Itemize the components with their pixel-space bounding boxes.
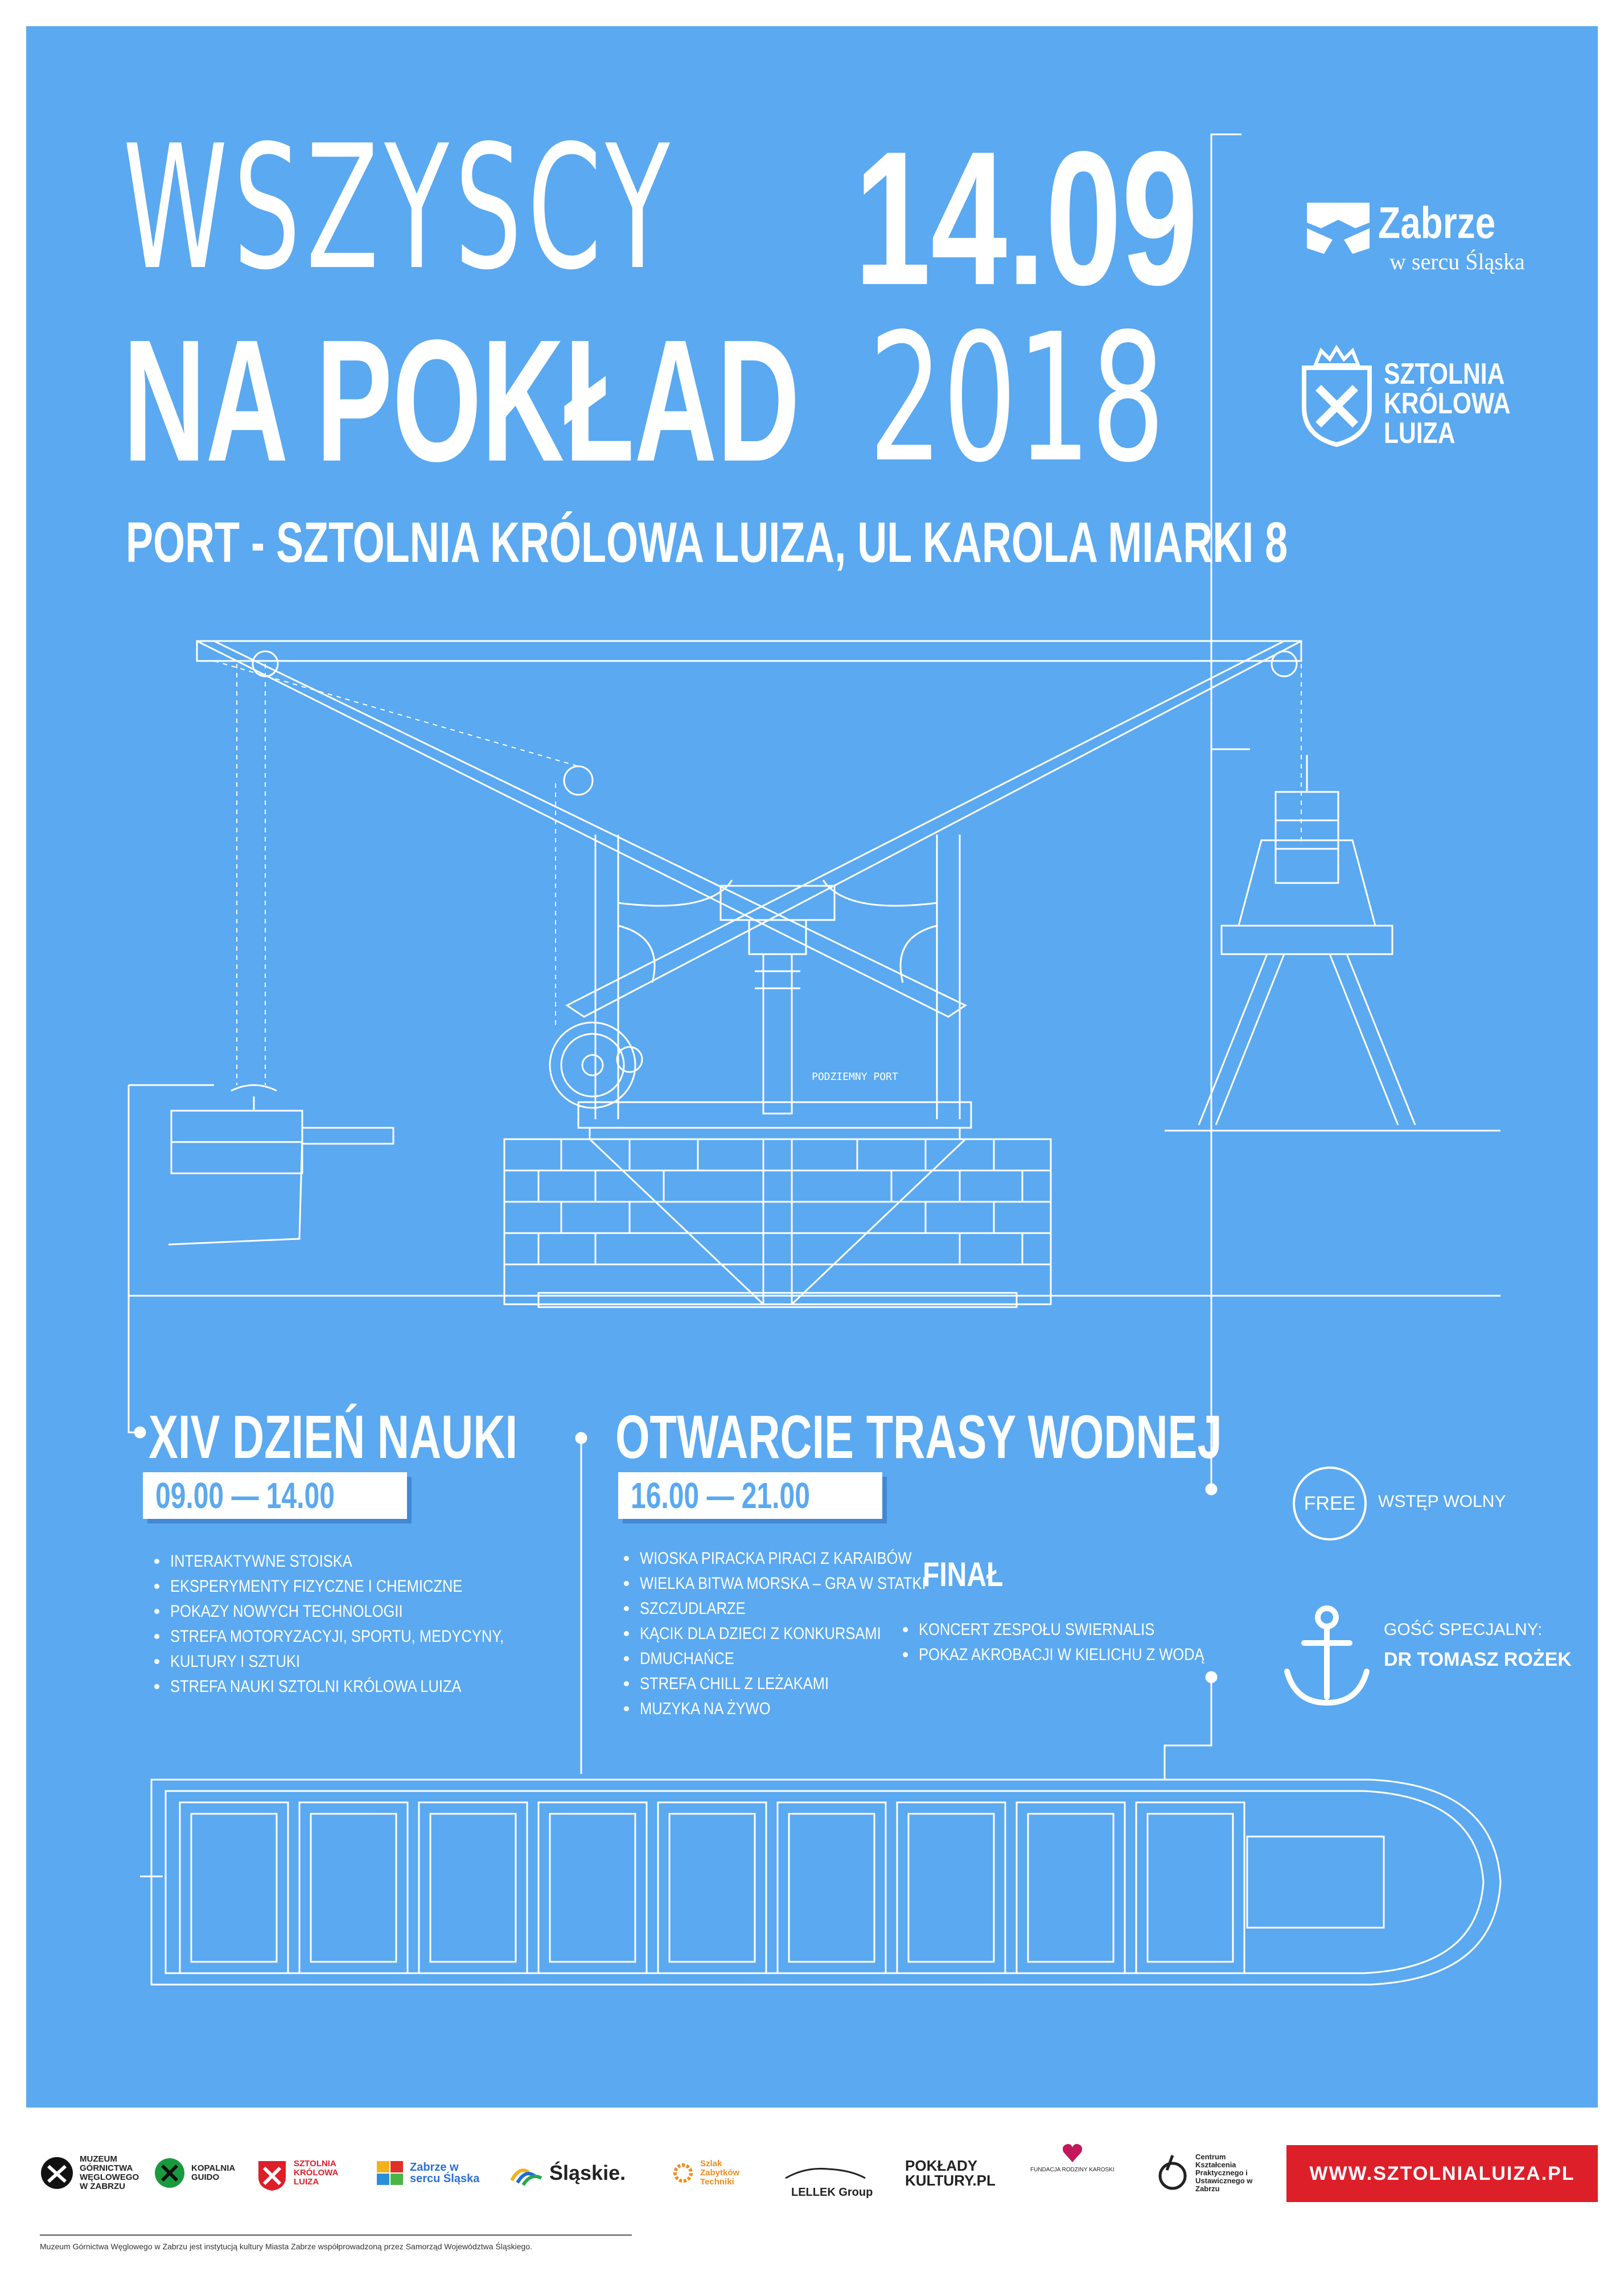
muzeum-logo-icon bbox=[40, 2156, 74, 2190]
platform-sign: PODZIEMNY PORT bbox=[812, 1071, 898, 1083]
sztolnia-logo bbox=[1298, 345, 1375, 450]
list-item: KĄCIK DLA DZIECI Z KONKURSAMI bbox=[624, 1621, 976, 1646]
footer-logo-ckp bbox=[1156, 2142, 1264, 2204]
guide-line-anchor bbox=[1165, 1677, 1211, 1780]
crane-right-boom bbox=[567, 641, 1301, 1017]
sztolnia-line-1: SZTOLNIA bbox=[1384, 358, 1505, 391]
anchor-icon bbox=[1287, 1608, 1367, 1703]
zabrze-color-icon bbox=[376, 2159, 404, 2187]
zabrze-emblem-icon bbox=[1301, 197, 1375, 260]
footer-logo-fundacja bbox=[1030, 2142, 1115, 2204]
title-line-1: WSZYSCY bbox=[123, 109, 676, 307]
footer-logo-guido bbox=[154, 2142, 235, 2204]
list-item: INTERAKTYWNE STOISKA bbox=[154, 1549, 563, 1574]
footer-logo-zabrze bbox=[376, 2142, 484, 2204]
mine-shield-icon bbox=[1298, 345, 1375, 447]
list-item: DMUCHAŃCE bbox=[624, 1646, 976, 1671]
free-badge bbox=[1293, 1467, 1367, 1541]
footer-logo-muzeum bbox=[40, 2142, 139, 2204]
guide-line-right bbox=[1211, 134, 1250, 749]
boat-compartments bbox=[180, 1802, 1244, 1973]
footer-logo-sztolnia-text: SZTOLNIA KRÓLOWA LUIZA bbox=[294, 2159, 338, 2187]
ckp-logo-icon bbox=[1156, 2153, 1190, 2193]
crane-platform bbox=[578, 1102, 971, 1128]
list-item: WIOSKA PIRACKA PIRACI Z KARAIBÓW bbox=[624, 1546, 976, 1571]
footer-logo-sztolnia bbox=[256, 2142, 342, 2204]
footer-logo-guido-text: KOPALNIA GUIDO bbox=[191, 2163, 235, 2182]
footer-logo-lellek-text: LELLEK Group bbox=[791, 2186, 873, 2199]
event-year: 2018 bbox=[869, 296, 1165, 502]
science-day-time bbox=[143, 1472, 407, 1519]
event-date: 14.09 bbox=[854, 112, 1198, 325]
zabrze-tagline: w sercu Śląska bbox=[1389, 249, 1525, 274]
science-day-time-text: 09.00 — 14.00 bbox=[155, 1475, 335, 1516]
water-route-time bbox=[618, 1472, 882, 1519]
science-day-title: XIV DZIEŃ NAUKI bbox=[149, 1402, 518, 1471]
footer-logo-poklady bbox=[905, 2142, 996, 2204]
footer-logo-poklady-text: POKŁADY KULTURY.PL bbox=[905, 2157, 996, 2189]
list-item: EKSPERYMENTY FIZYCZNE I CHEMICZNE bbox=[154, 1574, 563, 1599]
guido-logo-icon bbox=[154, 2157, 186, 2189]
footer-logo-ckp-text: Centrum Kształcenia Praktycznego i Ustawicznego w Zabrzu bbox=[1195, 2153, 1253, 2193]
guest-label: GOŚĆ SPECJALNY: bbox=[1384, 1620, 1543, 1639]
admission-label: WSTĘP WOLNY bbox=[1378, 1492, 1506, 1511]
hoist-cage bbox=[1276, 792, 1338, 883]
list-item: WIELKA BITWA MORSKA – GRA W STATKI bbox=[624, 1571, 976, 1596]
website-url-bar[interactable] bbox=[1286, 2145, 1598, 2202]
list-item: STREFA MOTORYZACYJI, SPORTU, MEDYCYNY, bbox=[154, 1624, 563, 1649]
science-day-list bbox=[154, 1549, 563, 1699]
zabrze-name: Zabrze bbox=[1378, 198, 1496, 248]
finale-title: FINAŁ bbox=[923, 1555, 1004, 1593]
brick-base bbox=[504, 1139, 1051, 1304]
footer-logo-szlak-text: Szlak Zabytków Techniki bbox=[700, 2159, 740, 2187]
footer-logo-fundacja-text: FUNDACJA RODZINY KAROSKI bbox=[1030, 2167, 1115, 2173]
crane-left-boom bbox=[197, 641, 965, 1017]
gear-icon bbox=[672, 2162, 694, 2184]
zabrze-logo bbox=[1301, 197, 1375, 262]
list-item: POKAZ AKROBACJI W KIELICHU Z WODĄ bbox=[903, 1642, 1255, 1667]
list-item: KONCERT ZESPOŁU SWIERNALIS bbox=[903, 1617, 1255, 1642]
footer-divider bbox=[40, 2235, 632, 2236]
sztolnia-red-shield-icon bbox=[256, 2154, 288, 2192]
footer-note: Muzeum Górnictwa Węglowego w Zabrzu jest instytucją kultury Miasta Zabrze współprowadzoną przez Samorząd Województwa Śląskiego. bbox=[40, 2242, 532, 2251]
car-outline-icon bbox=[783, 2164, 868, 2182]
crane-gear bbox=[550, 1022, 635, 1108]
finale-list bbox=[903, 1617, 1255, 1667]
poster bbox=[26, 26, 1598, 2108]
boat-hull bbox=[151, 1780, 1500, 1985]
list-item: STREFA NAUKI SZTOLNI KRÓLOWA LUIZA bbox=[154, 1674, 563, 1699]
water-route-time-text: 16.00 — 21.00 bbox=[631, 1475, 810, 1516]
footer-logo-zabrze-text: Zabrze w sercu Śląska bbox=[410, 2161, 480, 2185]
sztolnia-line-2: KRÓLOWA bbox=[1384, 387, 1511, 420]
free-badge-text: FREE bbox=[1304, 1492, 1356, 1514]
sztolnia-line-3: LUIZA bbox=[1384, 417, 1456, 450]
website-url[interactable]: WWW.SZTOLNIALUIZA.PL bbox=[1309, 2162, 1575, 2184]
list-item-continuation: KULTURY I SZTUKI bbox=[154, 1649, 563, 1674]
crane-top-beam bbox=[197, 641, 1301, 661]
footer-logo-szlak bbox=[672, 2142, 746, 2204]
list-item: POKAZY NOWYCH TECHNOLOGII bbox=[154, 1599, 563, 1624]
guest-name: DR TOMASZ ROŻEK bbox=[1384, 1649, 1572, 1670]
footer-logo-muzeum-text: MUZEUM GÓRNICTWA WĘGLOWEGO W ZABRZU bbox=[80, 2154, 139, 2191]
list-item: MUZYKA NA ŻYWO bbox=[624, 1697, 976, 1722]
water-route-title: OTWARCIE TRASY WODNEJ bbox=[615, 1402, 1222, 1471]
event-address: PORT - SZTOLNIA KRÓLOWA LUIZA, UL KAROLA MIARKI 8 bbox=[126, 511, 1288, 574]
sztolnia-logo-text bbox=[1384, 359, 1511, 448]
slaskie-waves-icon bbox=[509, 2160, 544, 2186]
list-item: STREFA CHILL Z LEŻAKAMI bbox=[624, 1671, 976, 1697]
footer-logo-slaskie bbox=[509, 2142, 626, 2204]
footer-logo-slaskie-text: Śląskie. bbox=[549, 2161, 626, 2184]
heart-icon bbox=[1061, 2142, 1084, 2164]
title-line-2: NA POKŁAD bbox=[123, 303, 800, 498]
guide-line-left bbox=[129, 1085, 140, 1432]
list-item: SZCZUDLARZE bbox=[624, 1596, 976, 1621]
